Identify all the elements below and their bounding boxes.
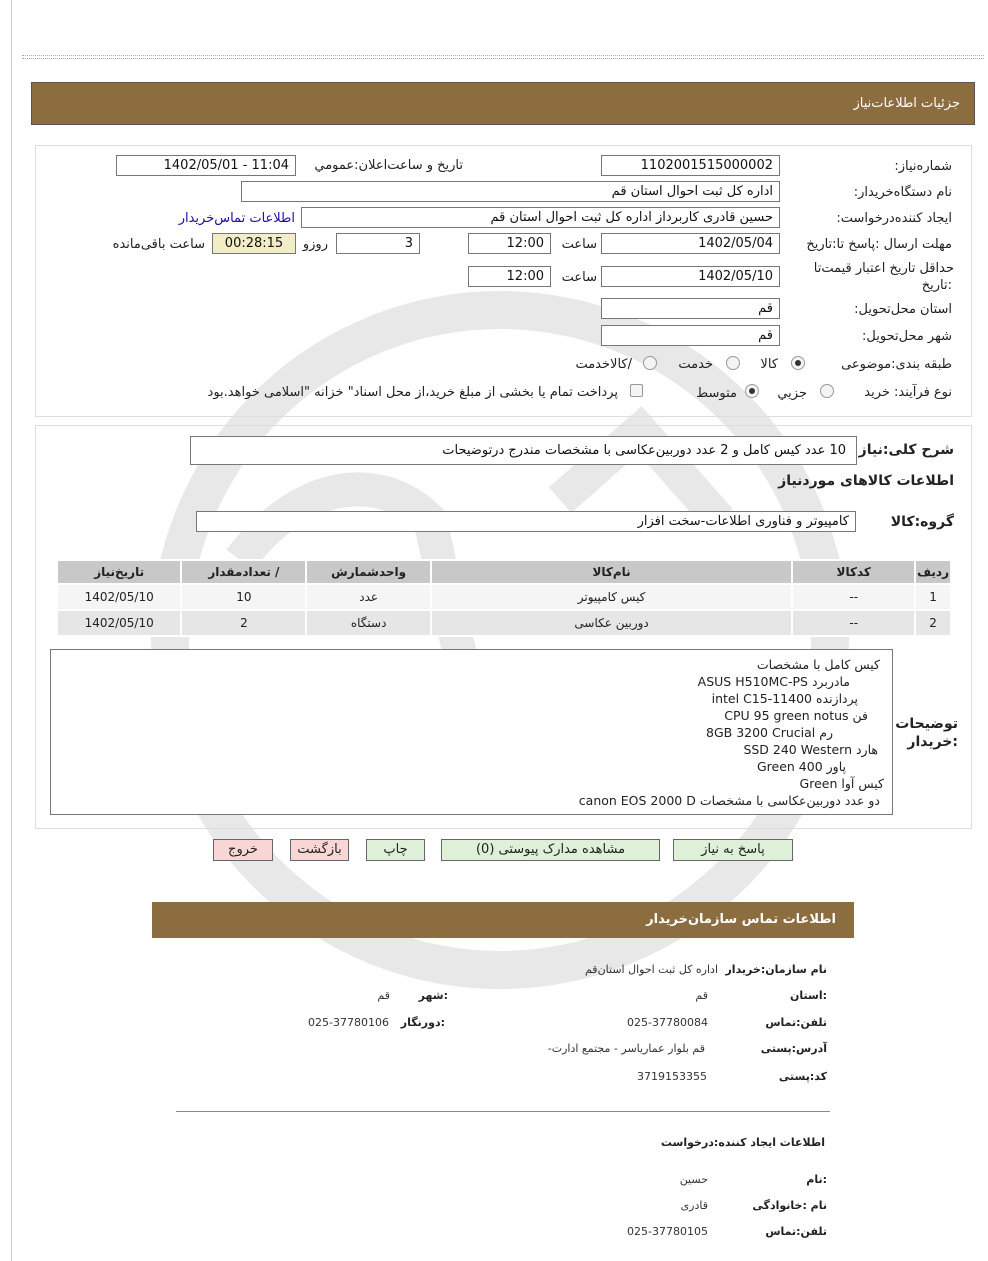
table-row [57, 584, 951, 610]
col-row: ردیف [915, 560, 951, 584]
description-line: کیس آوا Green [799, 776, 884, 791]
buyer-description-label-line2: :خریدار [907, 734, 958, 750]
province-contact-label: :استان [790, 989, 827, 1002]
goods-table [56, 559, 952, 637]
process-label: نوع فرآیند: خرید [864, 385, 952, 400]
announce-datetime-field[interactable]: 1402/05/01 - 11:04 [116, 155, 296, 176]
buyer-org-label: نام دستگاه‌خریدار: [853, 185, 952, 200]
process-option-partial: جزیي [777, 386, 807, 401]
phone-value: 025-37780084 [627, 1016, 708, 1029]
goods-info-title: اطلاعات کالاهای موردنیاز [778, 473, 954, 489]
cell-date: 1402/05/10 [57, 610, 181, 636]
summary-label: شرح کلی:نیاز [858, 442, 954, 458]
cell-code: -- [792, 584, 915, 610]
cell-row: 1 [915, 584, 951, 610]
treasury-payment-note: پرداخت تمام یا بخشی از مبلغ خرید،از محل اسناد" خزانه "اسلامی خواهد.بود [207, 385, 618, 400]
print-button[interactable]: چاپ [366, 839, 425, 861]
province-contact-value: قم [695, 989, 708, 1002]
city-contact-label: :شهر [418, 989, 448, 1002]
postal-code-label: کد:پستی [778, 1070, 827, 1083]
creator-family-label: نام :خانوادگی [752, 1199, 827, 1212]
description-line: هارد SSD 240 Western [743, 742, 878, 757]
cell-code: -- [792, 610, 915, 636]
deadline-time-field[interactable]: 12:00 [468, 233, 551, 254]
validity-time-field[interactable]: 12:00 [468, 266, 551, 287]
col-qty: / تعدادمقدار [181, 560, 306, 584]
description-line: پردازنده intel C15-11400 [711, 691, 858, 706]
contact-divider [176, 1111, 830, 1112]
description-line: کیس کامل با مشخصات [756, 657, 880, 672]
creator-field[interactable]: حسین قادری کاربرداز اداره کل ثبت احوال استان قم [301, 207, 780, 228]
table-row [57, 610, 951, 636]
org-name-value: اداره کل ثبت احوال استان‌قم [584, 963, 718, 976]
description-line: پاور Green 400 [756, 759, 846, 774]
col-name: نام‌کالا [431, 560, 793, 584]
treasury-payment-checkbox[interactable] [630, 384, 643, 397]
address-label: آدرس:پستی [760, 1042, 827, 1055]
view-attachments-button[interactable]: مشاهده مدارک پیوستی (0) [441, 839, 660, 861]
process-radio-partial[interactable] [820, 384, 834, 398]
validity-label-line2: :تاریخ [921, 278, 952, 293]
category-option-goods-service: /کالاخدمت [575, 357, 632, 372]
deadline-date-field[interactable]: 1402/05/04 [601, 233, 780, 254]
org-name-label: نام سازمان:خریدار [725, 963, 827, 976]
cell-name: دوربین عکاسی [431, 610, 793, 636]
fax-label: :دورنگار [400, 1016, 445, 1029]
cell-row: 2 [915, 610, 951, 636]
details-header-bar [31, 82, 975, 125]
remaining-time-field: 00:28:15 [212, 233, 296, 254]
creator-name-value: حسین [679, 1173, 708, 1186]
deadline-label: مهلت ارسال :پاسخ تا:تاریخ [806, 237, 952, 252]
cell-unit: دستگاه [306, 610, 430, 636]
need-number-label: شماره‌نیاز: [894, 159, 952, 174]
goods-group-field[interactable]: کامپیوتر و فناوری اطلاعات-سخت افزار [196, 511, 856, 532]
buyer-contact-title: اطلاعات تماس سازمان‌خریدار [646, 912, 836, 927]
col-unit: واحدشمارش [306, 560, 430, 584]
phone-label: تلفن:تماس [765, 1016, 827, 1029]
remaining-time-label: ساعت باقی‌مانده [112, 237, 205, 252]
category-radio-goods[interactable] [791, 356, 805, 370]
cell-unit: عدد [306, 584, 430, 610]
creator-name-label: :نام [806, 1173, 827, 1186]
days-field[interactable]: 3 [336, 233, 420, 254]
process-radio-medium[interactable] [745, 384, 759, 398]
exit-button[interactable]: خروج [213, 839, 273, 861]
creator-family-value: قادری [680, 1199, 708, 1212]
buyer-description-label-line1: توضیحات [895, 716, 958, 732]
city-field[interactable]: قم [601, 325, 780, 346]
validity-time-label: ساعت [561, 270, 597, 285]
description-line: رم 8GB 3200 Crucial [706, 725, 833, 740]
category-radio-service[interactable] [726, 356, 740, 370]
cell-qty: 2 [181, 610, 306, 636]
description-line: فن CPU 95 green notus [724, 708, 868, 723]
city-label: شهر محل‌تحویل: [862, 329, 952, 344]
process-option-medium: متوسط [696, 386, 737, 401]
creator-info-title: اطلاعات ایجاد کننده:درخواست [660, 1136, 825, 1149]
fax-value: 025-37780106 [308, 1016, 389, 1029]
cell-qty: 10 [181, 584, 306, 610]
creator-label: ایجاد کننده‌درخواست: [836, 211, 952, 226]
province-label: استان محل‌تحویل: [854, 302, 952, 317]
category-option-goods: کالا [760, 357, 778, 372]
back-button[interactable]: بازگشت [290, 839, 349, 861]
category-option-service: خدمت [678, 357, 713, 372]
creator-phone-value: 025-37780105 [627, 1225, 708, 1238]
need-number-field[interactable]: 1102001515000002 [601, 155, 780, 176]
deadline-time-label: ساعت [561, 237, 597, 252]
province-field[interactable]: قم [601, 298, 780, 319]
days-label: روزو [302, 237, 328, 252]
cell-name: کیس کامپیوتر [431, 584, 793, 610]
buyer-contact-header [152, 902, 854, 938]
goods-group-label: گروه:کالا [890, 514, 954, 530]
category-radio-goods-service[interactable] [643, 356, 657, 370]
col-code: کدکالا [792, 560, 915, 584]
description-line: دو عدد دوربین‌عکاسی با مشخصات canon EOS 2000 D [578, 793, 880, 808]
validity-label-line1: حداقل تاریخ اعتبار قیمت‌تا [813, 261, 954, 276]
validity-date-field[interactable]: 1402/05/10 [601, 266, 780, 287]
city-contact-value: قم [377, 989, 390, 1002]
reply-button[interactable]: پاسخ به نیاز [673, 839, 793, 861]
cell-date: 1402/05/10 [57, 584, 181, 610]
col-date: تاریخ‌نیاز [57, 560, 181, 584]
address-value: قم بلوار عمارياسر - مجتمع ادارت- [547, 1042, 705, 1055]
goods-table-header [57, 560, 951, 584]
header-title: جزئیات اطلاعات‌نیاز [853, 96, 960, 111]
category-label: طبقه بندی:موضوعی [841, 357, 952, 372]
creator-phone-label: تلفن:تماس [765, 1225, 827, 1238]
buyer-org-field[interactable]: اداره کل ثبت احوال استان قم [241, 181, 780, 202]
description-line: مادربرد ASUS H510MC-PS [697, 674, 850, 689]
buyer-contact-link[interactable]: اطلاعات تماس‌خریدار [178, 211, 295, 226]
summary-field[interactable]: 10 عدد کیس کامل و 2 عدد دوربین‌عکاسی با مشخصات مندرج درتوضیحات [190, 436, 857, 465]
announce-label: تاریخ و ساعت‌اعلان:عمومي [314, 158, 463, 173]
postal-code-value: 3719153355 [637, 1070, 707, 1083]
